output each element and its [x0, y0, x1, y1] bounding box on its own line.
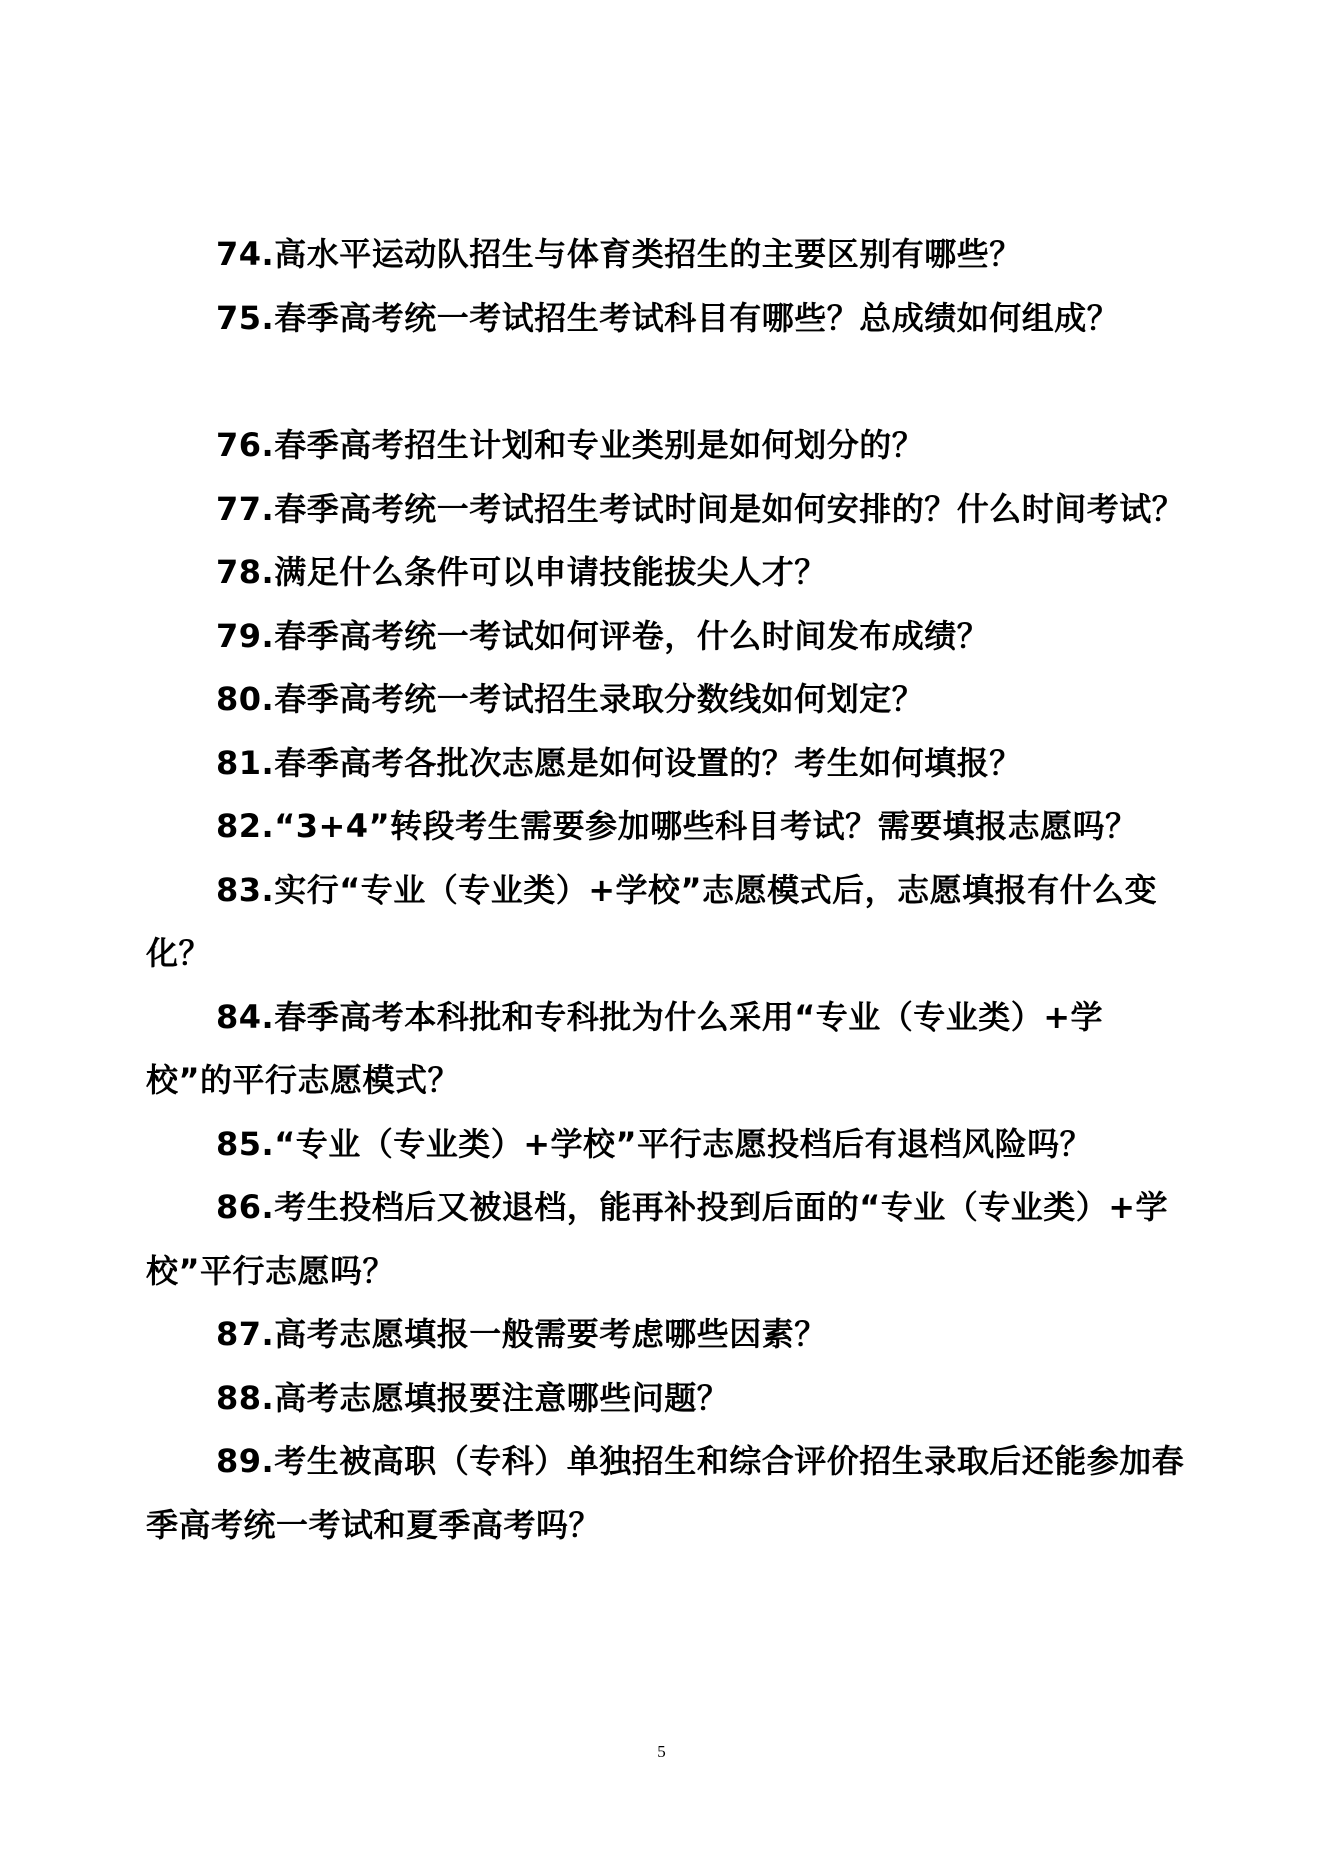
question-89: 89.考生被高职（专科）单独招生和综合评价招生录取后还能参加春季高考统一考试和夏季高考吗？ — [146, 1442, 1185, 1544]
question-79: 79.春季高考统一考试如何评卷，什么时间发布成绩？ — [216, 616, 990, 655]
page-number: 5 — [657, 1742, 666, 1761]
question-88: 88.高考志愿填报要注意哪些问题？ — [216, 1378, 730, 1417]
question-83: 83.实行“专业（专业类）+学校”志愿模式后，志愿填报有什么变化？ — [146, 870, 1158, 972]
question-77: 77.春季高考统一考试招生考试时间是如何安排的？什么时间考试？ — [216, 489, 1185, 528]
question-81: 81.春季高考各批次志愿是如何设置的？考生如何填报？ — [216, 743, 1022, 782]
question-84: 84.春季高考本科批和专科批为什么采用“专业（专业类）+学校”的平行志愿模式？ — [146, 997, 1104, 1099]
question-80: 80.春季高考统一考试招生录取分数线如何划定？ — [216, 680, 925, 718]
question-86: 86.考生投档后又被退档，能再补投到后面的“专业（专业类）+学校”平行志愿吗？ — [146, 1188, 1169, 1290]
question-74: 74.高水平运动队招生与体育类招生的主要区别有哪些？ — [216, 235, 1022, 273]
question-85: 85.“专业（专业类）+学校”平行志愿投档后有退档风险吗？ — [216, 1124, 1093, 1163]
question-87: 87.高考志愿填报一般需要考虑哪些因素？ — [216, 1315, 827, 1353]
question-82: 82.“3+4”转段考生需要参加哪些科目考试？需要填报志愿吗？ — [216, 807, 1138, 845]
question-78: 78.满足什么条件可以申请技能拔尖人才？ — [216, 553, 827, 591]
question-76: 76.春季高考招生计划和专业类别是如何划分的？ — [216, 426, 925, 464]
question-75: 75.春季高考统一考试招生考试科目有哪些？总成绩如何组成？ — [216, 298, 1120, 337]
question-list — [146, 223, 1186, 1557]
